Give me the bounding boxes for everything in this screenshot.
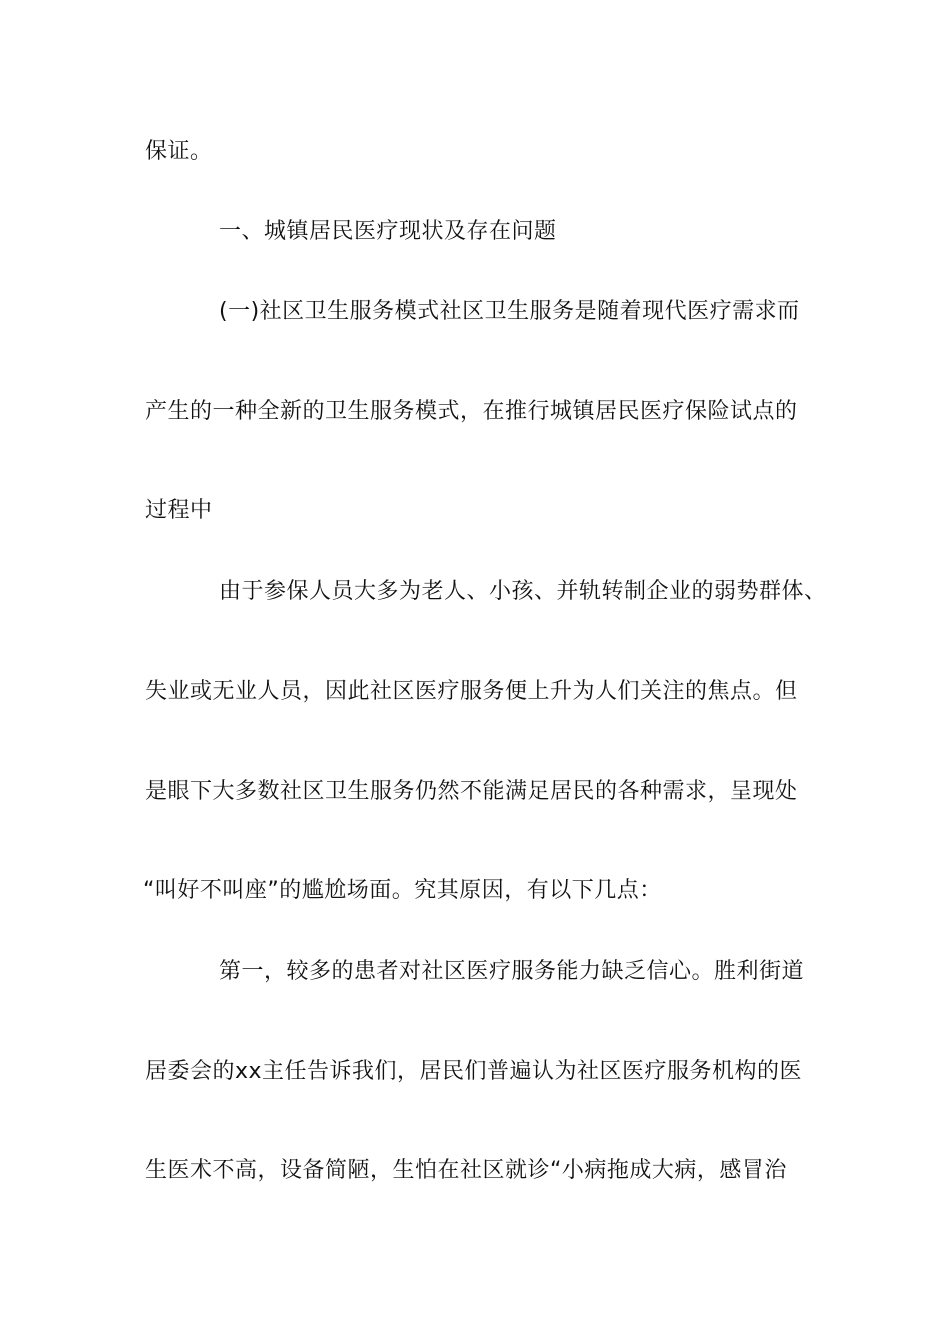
paragraph-first-point: 第一，较多的患者对社区医疗服务能力缺乏信心。胜利街道 bbox=[219, 959, 805, 984]
text-line-12: 生医术不高，设备简陋，生怕在社区就诊“小病拖成大病，感冒治 bbox=[145, 1158, 787, 1183]
text-line-7: 失业或无业人员，因此社区医疗服务便上升为人们关注的焦点。但 bbox=[145, 679, 798, 704]
subsection-heading: (一)社区卫生服务模式社区卫生服务是随着现代医疗需求而 bbox=[219, 299, 800, 324]
text-line-8: 是眼下大多数社区卫生服务仍然不能满足居民的各种需求，呈现处 bbox=[145, 779, 798, 804]
section-heading: 一、城镇居民医疗现状及存在问题 bbox=[219, 219, 557, 244]
paragraph-start: 由于参保人员大多为老人、小孩、并轨转制企业的弱势群体、 bbox=[219, 579, 827, 604]
text-line-9: “叫好不叫座”的尴尬场面。究其原因，有以下几点： bbox=[143, 878, 662, 903]
text-line-4: 产生的一种全新的卫生服务模式，在推行城镇居民医疗保险试点的 bbox=[145, 399, 798, 424]
text-line-11: 居委会的xx主任告诉我们，居民们普遍认为社区医疗服务机构的医 bbox=[145, 1059, 803, 1084]
text-line-1: 保证。 bbox=[145, 139, 213, 164]
text-line-5: 过程中 bbox=[145, 498, 213, 523]
